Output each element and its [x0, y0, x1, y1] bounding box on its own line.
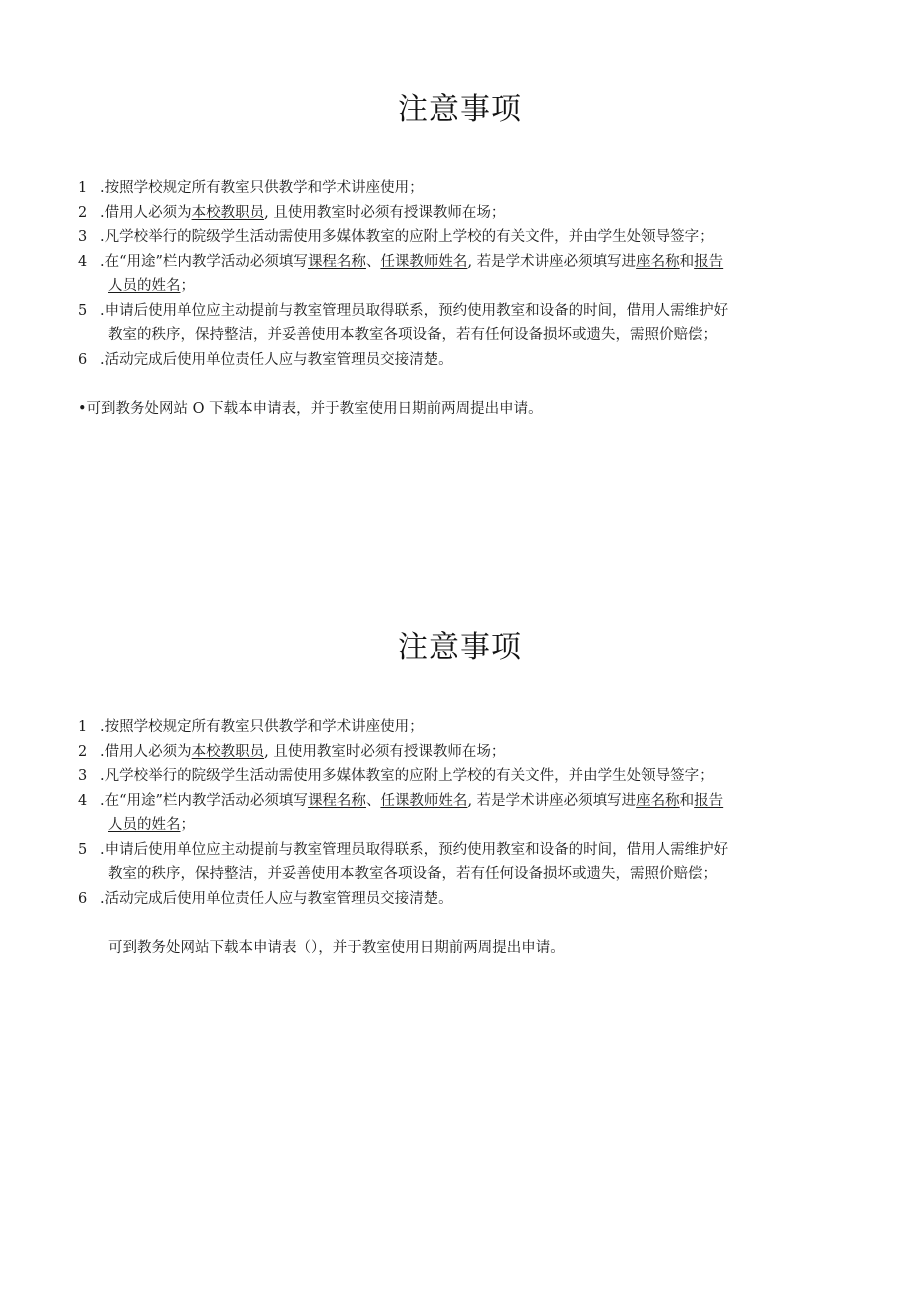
list-item: [78, 887, 848, 912]
underlined-term: 本校教职员: [191, 204, 265, 221]
item-number: 3: [78, 768, 88, 784]
item-number: 4: [78, 253, 88, 270]
item-text: .申请后使用单位应主动提前与教室管理员取得联系，预约使用教室和设备的时间，借用人需维护好: [100, 841, 729, 858]
item-text: 、: [365, 792, 381, 809]
item-number: 3: [78, 229, 88, 245]
underlined-term: 人员的姓名: [108, 817, 181, 833]
item-text: .按照学校规定所有教室只供教学和学术讲座使用；: [100, 719, 424, 735]
item-number: 6: [78, 890, 88, 907]
list-item: [78, 299, 848, 348]
item-text: .活动完成后使用单位责任人应与教室管理员交接清楚。: [100, 890, 453, 907]
download-note: 可到教务处网站下载本申请表（），并于教室使用日期前两周提出申请。: [108, 940, 565, 956]
underlined-term: 课程名称: [307, 253, 366, 270]
list-item: [78, 715, 848, 740]
item-number: 5: [78, 841, 88, 858]
item-text: 教室的秩序，保持整洁，并妥善使用本教室各项设备，若有任何设备损坏或遗失，需照价赔偿；: [108, 866, 717, 882]
list-item: [78, 201, 848, 226]
item-text: , 若是学术讲座必须填写进: [467, 792, 637, 809]
underlined-term: 座名称: [636, 253, 680, 270]
underlined-term: 报告: [694, 253, 724, 270]
list-item: [78, 176, 848, 201]
list-item: [78, 225, 848, 250]
item-text: 和: [679, 792, 695, 809]
item-text: 教室的秩序，保持整洁，并妥善使用本教室各项设备，若有任何设备损坏或遗失，需照价赔偿；: [108, 327, 717, 343]
item-text: , 若是学术讲座必须填写进: [467, 253, 637, 270]
download-note: •可到教务处网站 O 下载本申请表，并于教室使用日期前两周提出申请。: [78, 401, 543, 417]
underlined-term: 课程名称: [307, 792, 366, 809]
item-text: .凡学校举行的院级学生活动需使用多媒体教室的应附上学校的有关文件，并由学生处领导签字；: [100, 768, 714, 784]
underlined-term: 任课教师姓名: [380, 253, 468, 270]
underlined-term: 报告: [694, 792, 724, 809]
item-text: , 且使用教室时必须有授课教师在场；: [264, 743, 506, 760]
list-item: [78, 348, 848, 373]
underlined-term: 任课教师姓名: [380, 792, 468, 809]
underlined-term: 人员的姓名: [108, 278, 181, 294]
list-item: [78, 250, 848, 299]
page-title: 注意事项: [398, 92, 522, 127]
item-text: .借用人必须为: [100, 743, 192, 760]
page-title: 注意事项: [398, 630, 522, 665]
item-text: .申请后使用单位应主动提前与教室管理员取得联系，预约使用教室和设备的时间，借用人需维护好: [100, 302, 729, 319]
item-text: .在“用途”栏内教学活动必须填写: [100, 792, 308, 809]
item-text: .按照学校规定所有教室只供教学和学术讲座使用；: [100, 180, 424, 196]
notice-list: [78, 176, 848, 372]
item-text: .凡学校举行的院级学生活动需使用多媒体教室的应附上学校的有关文件，并由学生处领导签字；: [100, 229, 714, 245]
list-item: [78, 838, 848, 887]
item-number: 4: [78, 792, 88, 809]
item-number: 6: [78, 351, 88, 368]
item-number: 1: [78, 180, 88, 196]
item-number: 1: [78, 719, 88, 735]
list-item: [78, 789, 848, 838]
item-text: 和: [679, 253, 695, 270]
notice-list: [78, 715, 848, 911]
item-text: , 且使用教室时必须有授课教师在场；: [264, 204, 506, 221]
item-number: 2: [78, 743, 88, 760]
underlined-term: 本校教职员: [191, 743, 265, 760]
item-text: .活动完成后使用单位责任人应与教室管理员交接清楚。: [100, 351, 453, 368]
item-text: .借用人必须为: [100, 204, 192, 221]
item-text: .在“用途”栏内教学活动必须填写: [100, 253, 308, 270]
item-text: ；: [180, 817, 195, 833]
underlined-term: 座名称: [636, 792, 680, 809]
list-item: [78, 740, 848, 765]
item-text: 、: [365, 253, 381, 270]
item-number: 2: [78, 204, 88, 221]
item-number: 5: [78, 302, 88, 319]
list-item: [78, 764, 848, 789]
item-text: ；: [180, 278, 195, 294]
